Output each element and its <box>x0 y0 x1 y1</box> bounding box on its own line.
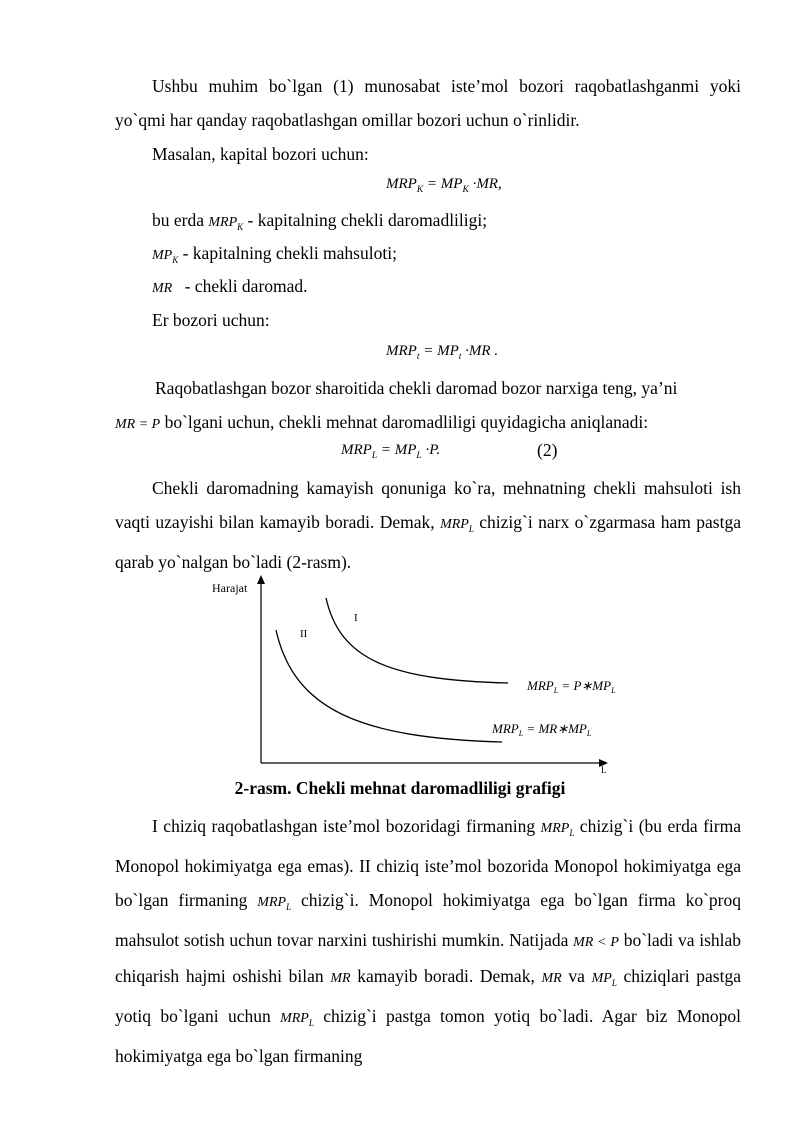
formula-capital: $MRP_K = MP_K \cdot MR$, <box>386 176 502 195</box>
paragraph-3: Er bozori uchun: <box>152 310 270 330</box>
definition-mrpk: bu erda $MRP_K$ - kapitalning chekli daromadliligi; <box>152 210 488 232</box>
formula-labor: $MRP_L = MP_L \cdot P$. <box>341 442 441 461</box>
curve-I-formula: $MRP_L$ = $P∗MP_L$ <box>527 678 616 695</box>
formula-land: $MRP_t = MP_t \cdot MR$ . <box>386 343 499 362</box>
curve-II-formula: $MRP_L$ = $MR∗MP_L$ <box>492 721 592 738</box>
curve-II-label: II <box>300 628 308 640</box>
paragraph-2: Masalan, kapital bozori uchun: <box>152 144 369 164</box>
paragraph-5: Chekli daromadning kamayish qonuniga ko`ra, mehnatning chekli mahsuloti ish vaqti uzayishi bilan kamayib boradi. Demak, $MRP_L$ chizig`i narx o`zgarmasa ham pastga qarab yo`nalgan bo`ladi (2-rasm). <box>115 478 741 572</box>
formula-number: (2) <box>537 440 558 460</box>
x-axis-label: L <box>601 765 607 775</box>
curve-I <box>326 598 508 683</box>
figure-caption: 2-rasm. Chekli mehnat daromadliligi grafigi <box>234 778 566 798</box>
y-axis-arrow <box>257 575 265 584</box>
curve-I-label: I <box>354 612 358 624</box>
definition-mr: MR - chekli daromad. <box>152 276 308 296</box>
paragraph-4: Raqobatlashgan bozor sharoitida chekli daromad bozor narxiga teng, ya’ni MR = P bo`lgani uchun, chekli mehnat daromadliligi quyidagicha aniqlanadi: <box>115 378 678 432</box>
paragraph-6: I chiziq raqobatlashgan iste’mol bozoridagi firmaning $MRP_L$ chizig`i (bu erda firma Monopol hokimiyatga ega emas). II chiziq iste’mol bozorida Monopol hokimiyatga ega bo`lgan firmaning $MRP_L$ chizig`i. Monopol hokimiyatga ega bo`lgan firma ko`proq mahsulot sotish uchun tovar narxini tushirishi mumkin. Natijada MR < P bo`ladi va ishlab chiqarish hajmi oshishi bilan MR kamayib boradi. Demak, MR va $MP_L$ chiziqlari pastga yotiq bo`lgani uchun $MRP_L$ chizig`i pastga tomon yotiq bo`ladi. Agar biz Monopol hokimiyatga ega bo`lgan firmaning <box>115 816 742 1067</box>
paragraph-1: Ushbu muhim bo`lgan (1) munosabat iste’mol bozori raqobatlashganmi yoki yo`qmi har qanday raqobatlashgan omillar bozori uchun o`rinlidir. <box>115 76 741 130</box>
definition-mpk: $MP_K$ - kapitalning chekli mahsuloti; <box>152 243 397 265</box>
curve-II <box>276 630 502 742</box>
y-axis-label: Harajat <box>212 581 248 595</box>
mrp-figure <box>200 570 620 775</box>
